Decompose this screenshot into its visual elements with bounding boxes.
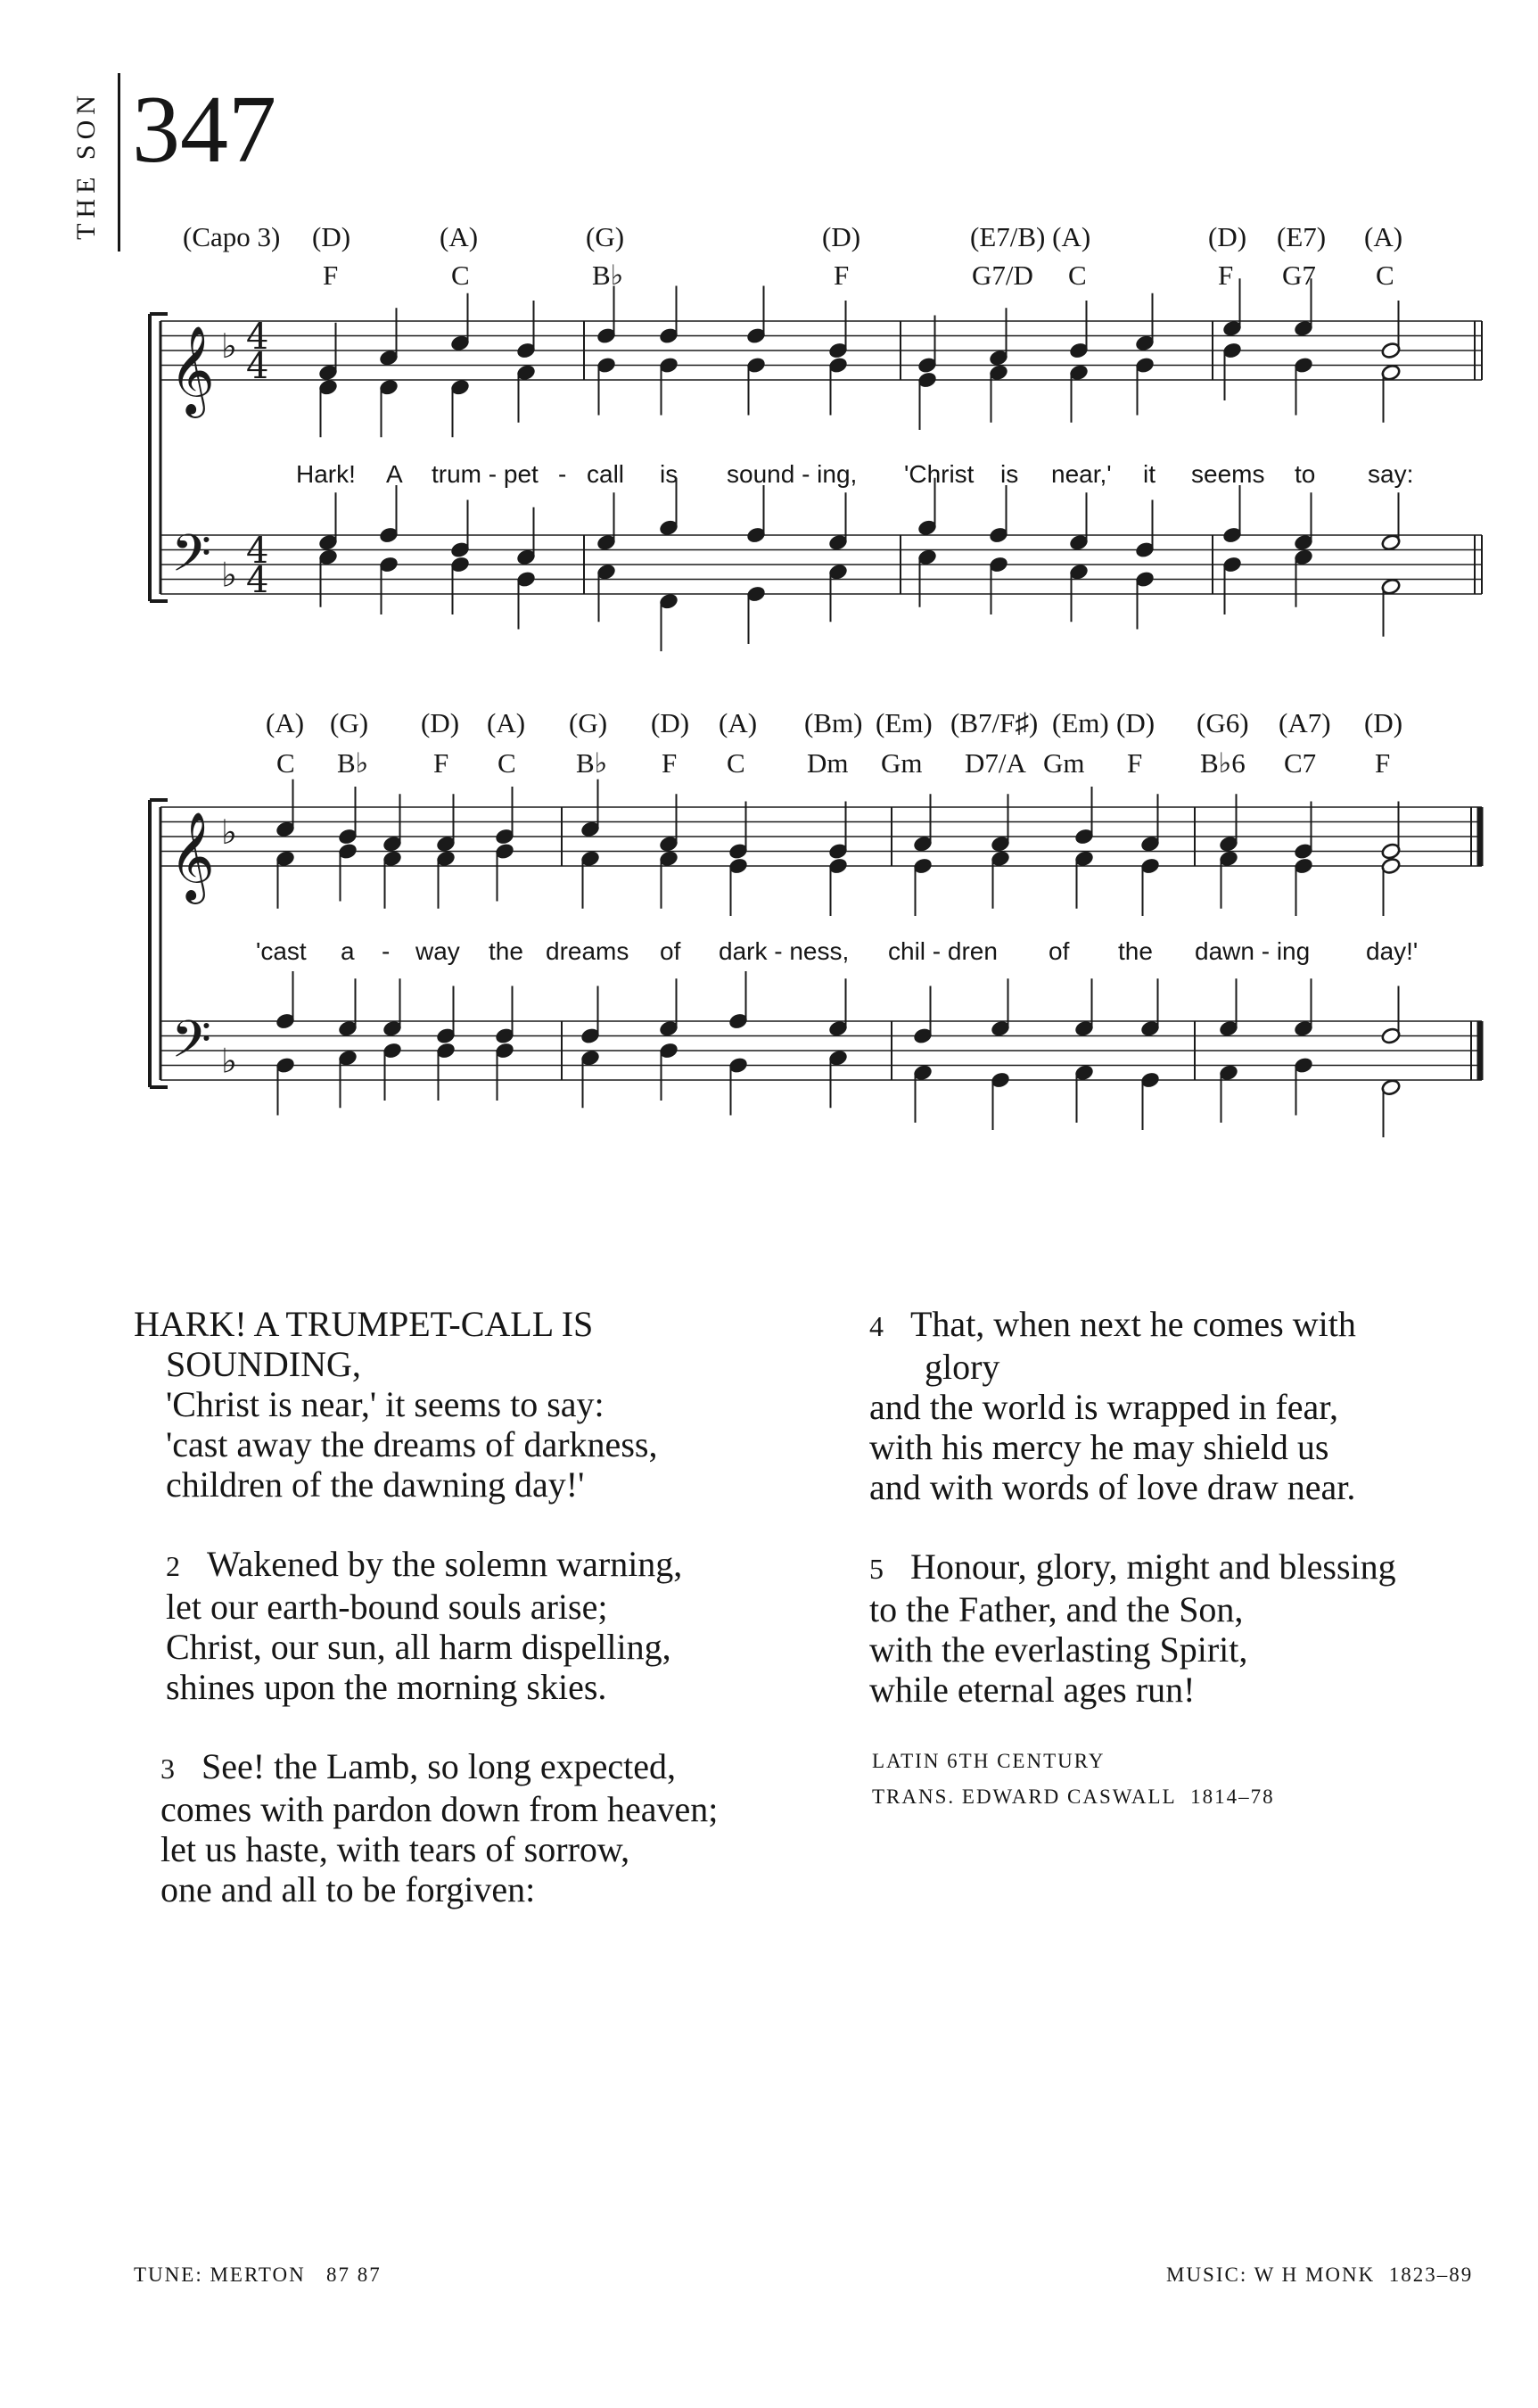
lyric-syllable: -	[382, 937, 391, 965]
verse-line: children of the dawning day!'	[166, 1464, 585, 1505]
time-signature: 4	[246, 531, 269, 572]
concert-chord: B♭	[337, 747, 369, 779]
key-flat: ♭	[221, 555, 237, 595]
time-signature: 4	[246, 317, 269, 358]
concert-chord: F	[433, 747, 449, 779]
lyric-syllable: chil - dren	[888, 937, 998, 965]
lyric-syllable: way	[415, 937, 460, 965]
lyric-syllable: -	[558, 460, 567, 488]
system-bracket	[150, 314, 168, 601]
treble-clef: 𝄞	[169, 812, 215, 901]
capo-chord: (D)	[421, 707, 460, 738]
text-credits	[872, 1744, 1275, 1815]
lyric-syllable: it	[1143, 460, 1156, 488]
composer: MUSIC: W H MONK	[1166, 2264, 1376, 2286]
verse-4	[869, 1304, 1396, 1507]
lyric-syllable: trum - pet	[432, 460, 539, 488]
capo-chord: (G)	[330, 707, 369, 738]
capo-chord: (B7/F♯)	[950, 707, 1039, 738]
verse-line: and with words of love draw near.	[869, 1467, 1356, 1507]
verse-line: That, when next he comes with	[910, 1304, 1356, 1344]
lyric-syllable: to	[1295, 460, 1316, 488]
capo-label: (Capo 3)	[183, 221, 281, 252]
verse-line: 'Christ is near,' it seems to say:	[166, 1384, 605, 1424]
verse-line: HARK! A TRUMPET-CALL IS	[134, 1304, 594, 1344]
capo-chord: (A)	[1364, 221, 1403, 252]
capo-chord: (G)	[569, 707, 608, 738]
concert-chord: F	[1375, 747, 1391, 779]
verse-number: 4	[869, 1310, 884, 1342]
verse-3	[134, 1746, 718, 1909]
bass-clef: 𝄢	[171, 523, 212, 597]
concert-chord: C	[1068, 260, 1087, 291]
lyric-syllable: is	[1000, 460, 1019, 488]
lyric-syllable: dark - ness,	[719, 937, 850, 965]
time-signature: 4	[246, 560, 269, 601]
verse-1	[134, 1304, 718, 1505]
verse-number: 3	[160, 1752, 175, 1785]
verse-line: comes with pardon down from heaven;	[160, 1789, 719, 1829]
verse-line: See! the Lamb, so long expected,	[202, 1746, 677, 1786]
concert-chord: B♭	[592, 260, 624, 291]
treble-clef: 𝄞	[169, 326, 215, 415]
lyric-syllable: the	[1118, 937, 1153, 965]
capo-chord: (Em)	[876, 707, 933, 738]
verse-line: Christ, our sun, all harm dispelling,	[166, 1627, 671, 1667]
verse-column-left	[134, 1304, 718, 1909]
lyric-syllable: sound - ing,	[727, 460, 858, 488]
concert-chord: F	[1218, 260, 1234, 291]
concert-chord: C	[1376, 260, 1394, 291]
key-flat: ♭	[221, 326, 237, 366]
capo-chord: (D)	[651, 707, 690, 738]
capo-chord: (A)	[719, 707, 758, 738]
lyric-syllable: the	[489, 937, 523, 965]
lyric-syllable: dreams	[546, 937, 629, 965]
concert-chord: C7	[1284, 747, 1317, 779]
capo-chord: (A)	[487, 707, 526, 738]
tune-name: TUNE: MERTON	[134, 2264, 306, 2286]
lyric-syllable: 'cast	[256, 937, 307, 965]
tune-credit	[134, 2264, 382, 2287]
verse-line: shines upon the morning skies.	[166, 1667, 607, 1707]
verse-line: one and all to be forgiven:	[160, 1869, 536, 1909]
capo-chord: (Em)	[1052, 707, 1109, 738]
concert-chord: F	[323, 260, 339, 291]
lyric-syllable: seems	[1191, 460, 1265, 488]
time-signature: 4	[246, 346, 269, 387]
concert-chord: C	[727, 747, 745, 779]
music-credit	[1166, 2264, 1473, 2287]
lyric-syllable: dawn - ing	[1195, 937, 1311, 965]
capo-chord: (E7)	[1277, 221, 1327, 252]
concert-chord: Dm	[807, 747, 849, 779]
verse-line: let us haste, with tears of sorrow,	[160, 1829, 630, 1869]
lyric-syllable: of	[1049, 937, 1070, 965]
lyric-syllable: of	[660, 937, 681, 965]
lyric-syllable: day!'	[1366, 937, 1419, 965]
verse-line: SOUNDING,	[166, 1344, 361, 1384]
verse-line: with his mercy he may shield us	[869, 1427, 1329, 1467]
capo-chord: (D)	[312, 221, 351, 252]
credit-source: LATIN 6TH CENTURY	[872, 1750, 1106, 1772]
capo-chord: (G)	[586, 221, 625, 252]
capo-chord: (A)	[440, 221, 479, 252]
verse-line: and the world is wrapped in fear,	[869, 1387, 1338, 1427]
verse-line: glory	[925, 1347, 1000, 1387]
concert-chord: C	[451, 260, 470, 291]
concert-chord: F	[662, 747, 678, 779]
concert-chord: B♭6	[1200, 747, 1246, 779]
key-flat: ♭	[221, 812, 237, 852]
credit-translator-dates: 1814–78	[1190, 1785, 1275, 1808]
capo-chord: (E7/B) (A)	[970, 221, 1091, 252]
verse-number: 5	[869, 1553, 884, 1585]
credit-translator: TRANS. EDWARD CASWALL	[872, 1785, 1177, 1808]
capo-chord: (D)	[1364, 707, 1403, 738]
verse-column-right	[869, 1304, 1396, 1710]
concert-chord: C	[498, 747, 516, 779]
music-score	[0, 0, 1538, 1177]
capo-chord: (A7)	[1279, 707, 1331, 738]
lyric-syllable: A	[386, 460, 403, 488]
lyric-syllable: call	[587, 460, 625, 488]
system-bracket	[150, 800, 168, 1087]
lyric-syllable: is	[660, 460, 679, 488]
verse-5	[869, 1546, 1396, 1710]
bass-clef: 𝄢	[171, 1009, 212, 1083]
verse-line: Wakened by the solemn warning,	[207, 1544, 683, 1584]
key-flat: ♭	[221, 1041, 237, 1081]
verse-line: to the Father, and the Son,	[869, 1589, 1244, 1629]
concert-chord: G7	[1282, 260, 1316, 291]
verse-line: Honour, glory, might and blessing	[910, 1546, 1396, 1587]
lyric-syllable: 'Christ	[904, 460, 975, 488]
verse-line: with the everlasting Spirit,	[869, 1629, 1248, 1670]
lyric-syllable: say:	[1368, 460, 1414, 488]
concert-chord: D7/A	[965, 747, 1026, 779]
concert-chord: F	[834, 260, 850, 291]
capo-chord: (Bm)	[804, 707, 863, 738]
concert-chord: B♭	[576, 747, 608, 779]
lyric-syllable: near,'	[1051, 460, 1112, 488]
concert-chord: G7/D	[972, 260, 1033, 291]
verse-line: let our earth-bound souls arise;	[166, 1587, 608, 1627]
verse-line: while eternal ages run!	[869, 1670, 1196, 1710]
capo-chord: (D)	[1208, 221, 1247, 252]
capo-chord: (D)	[822, 221, 861, 252]
verse-line: 'cast away the dreams of darkness,	[166, 1424, 658, 1464]
concert-chord: Gm	[881, 747, 923, 779]
composer-dates: 1823–89	[1388, 2264, 1474, 2286]
lyric-syllable: a	[341, 937, 355, 965]
verse-2	[134, 1544, 718, 1707]
capo-chord: (G6)	[1197, 707, 1249, 738]
capo-chord: (D)	[1116, 707, 1156, 738]
hymn-number: 347	[132, 77, 276, 183]
concert-chord: C	[276, 747, 295, 779]
lyric-syllable: Hark!	[296, 460, 356, 488]
concert-chord: Gm	[1043, 747, 1085, 779]
section-tag: THE SON	[71, 90, 101, 240]
tune-meter: 87 87	[326, 2264, 382, 2286]
verse-number: 2	[166, 1550, 180, 1582]
concert-chord: F	[1127, 747, 1143, 779]
capo-chord: (A)	[266, 707, 305, 738]
